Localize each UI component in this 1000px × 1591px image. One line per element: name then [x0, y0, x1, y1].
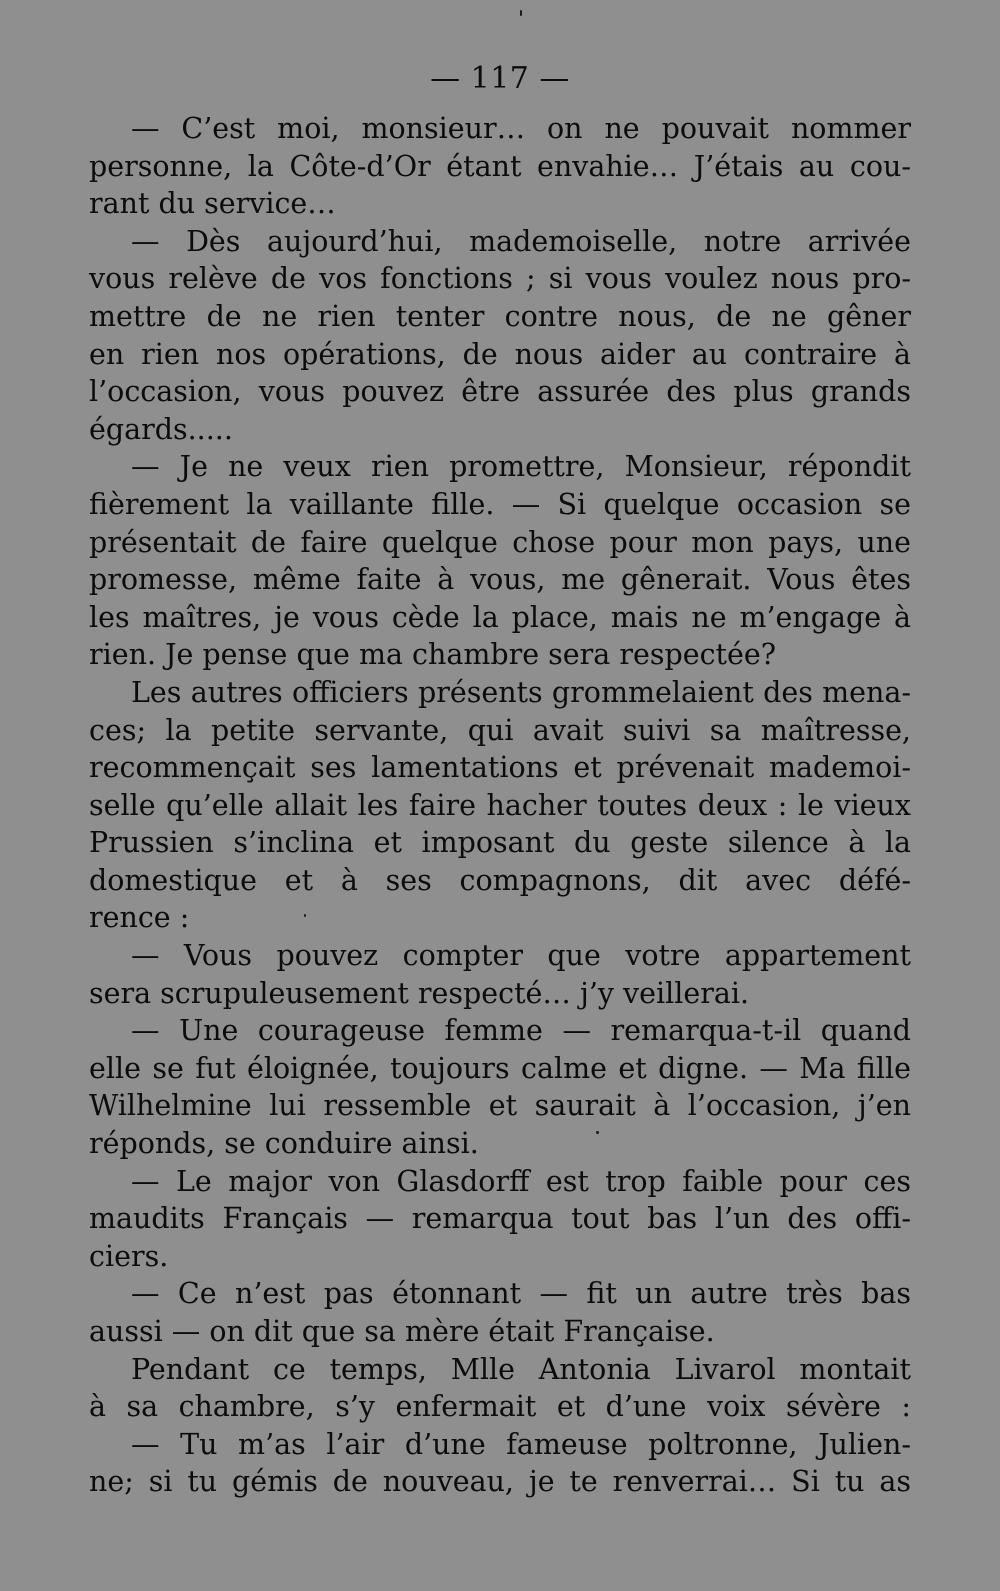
text-line: — C’est moi, monsieur… on ne pouvait nommer	[131, 112, 911, 145]
text-line: l’occasion, vous pouvez être assurée des plus grands	[89, 375, 911, 409]
text-line: promesse, même faite à vous, me gênerait. Vous êtes	[89, 563, 911, 597]
text-line: selle qu’elle allait les faire hacher toutes deux : le vieux	[89, 788, 911, 822]
print-speck	[520, 10, 522, 16]
print-speck	[304, 914, 306, 917]
text-line: — Une courageuse femme — remarqua-t-il quand	[131, 1014, 911, 1048]
page-number: — 117 —	[430, 61, 570, 96]
text-line: recommençait ses lamentations et prévenait mademoi-	[89, 751, 911, 785]
text-line: — Vous pouvez compter que votre appartement	[131, 939, 911, 973]
text-line: Wilhelmine lui ressemble et saurait à l’occasion, j’en	[89, 1089, 911, 1123]
text-line: ne; si tu gémis de nouveau, je te renverrai… Si tu as	[89, 1465, 911, 1499]
text-line: domestique et à ses compagnons, dit avec défé-	[89, 863, 911, 897]
text-line: — Le major von Glasdorff est trop faible pour ces	[131, 1164, 911, 1198]
text-line: — Tu m’as l’air d’une fameuse poltronne, Julien-	[131, 1427, 911, 1461]
text-line: Pendant ce temps, Mlle Antonia Livarol montait	[131, 1352, 911, 1386]
text-line: — Dès aujourd’hui, mademoiselle, notre arrivée	[131, 224, 911, 258]
print-speck	[596, 1131, 599, 1134]
text-line: vous relève de vos fonctions ; si vous voulez nous pro-	[89, 262, 911, 296]
text-line: fièrement la vaillante fille. — Si quelque occasion se	[89, 487, 911, 521]
text-line: ces; la petite servante, qui avait suivi sa maîtresse,	[89, 713, 911, 747]
text-line: rence :	[89, 901, 190, 935]
text-line: sera scrupuleusement respecté… j’y veillerai.	[89, 976, 750, 1010]
body-text	[89, 110, 911, 1501]
text-line: elle se fut éloignée, toujours calme et digne. — Ma fille	[89, 1051, 911, 1085]
text-line: rant du service…	[89, 187, 336, 221]
text-line: mettre de ne rien tenter contre nous, de ne gêner	[89, 299, 911, 333]
text-line: à sa chambre, s’y enfermait et d’une voix sévère :	[89, 1390, 911, 1424]
text-line: maudits Français — remarqua tout bas l’un des offi-	[89, 1202, 911, 1236]
text-line: rien. Je pense que ma chambre sera respectée?	[89, 638, 776, 672]
text-line: égards.....	[89, 412, 233, 446]
text-line: en rien nos opérations, de nous aider au contraire à	[89, 337, 911, 371]
text-line: les maîtres, je vous cède la place, mais ne m’engage à	[89, 600, 911, 634]
text-line: réponds, se conduire ainsi.	[89, 1127, 479, 1161]
text-line: aussi — on dit que sa mère était Française.	[89, 1315, 715, 1348]
text-line: ciers.	[89, 1239, 169, 1273]
text-line: — Ce n’est pas étonnant — fit un autre très bas	[131, 1277, 911, 1311]
text-line: Prussien s’inclina et imposant du geste silence à la	[89, 826, 911, 860]
text-line: — Je ne veux rien promettre, Monsieur, répondit	[131, 450, 911, 484]
text-line: personne, la Côte-d’Or étant envahie… J’étais au cou-	[89, 149, 911, 183]
text-line: présentait de faire quelque chose pour mon pays, une	[89, 525, 911, 559]
text-line: Les autres officiers présents grommelaient des mena-	[131, 675, 911, 709]
